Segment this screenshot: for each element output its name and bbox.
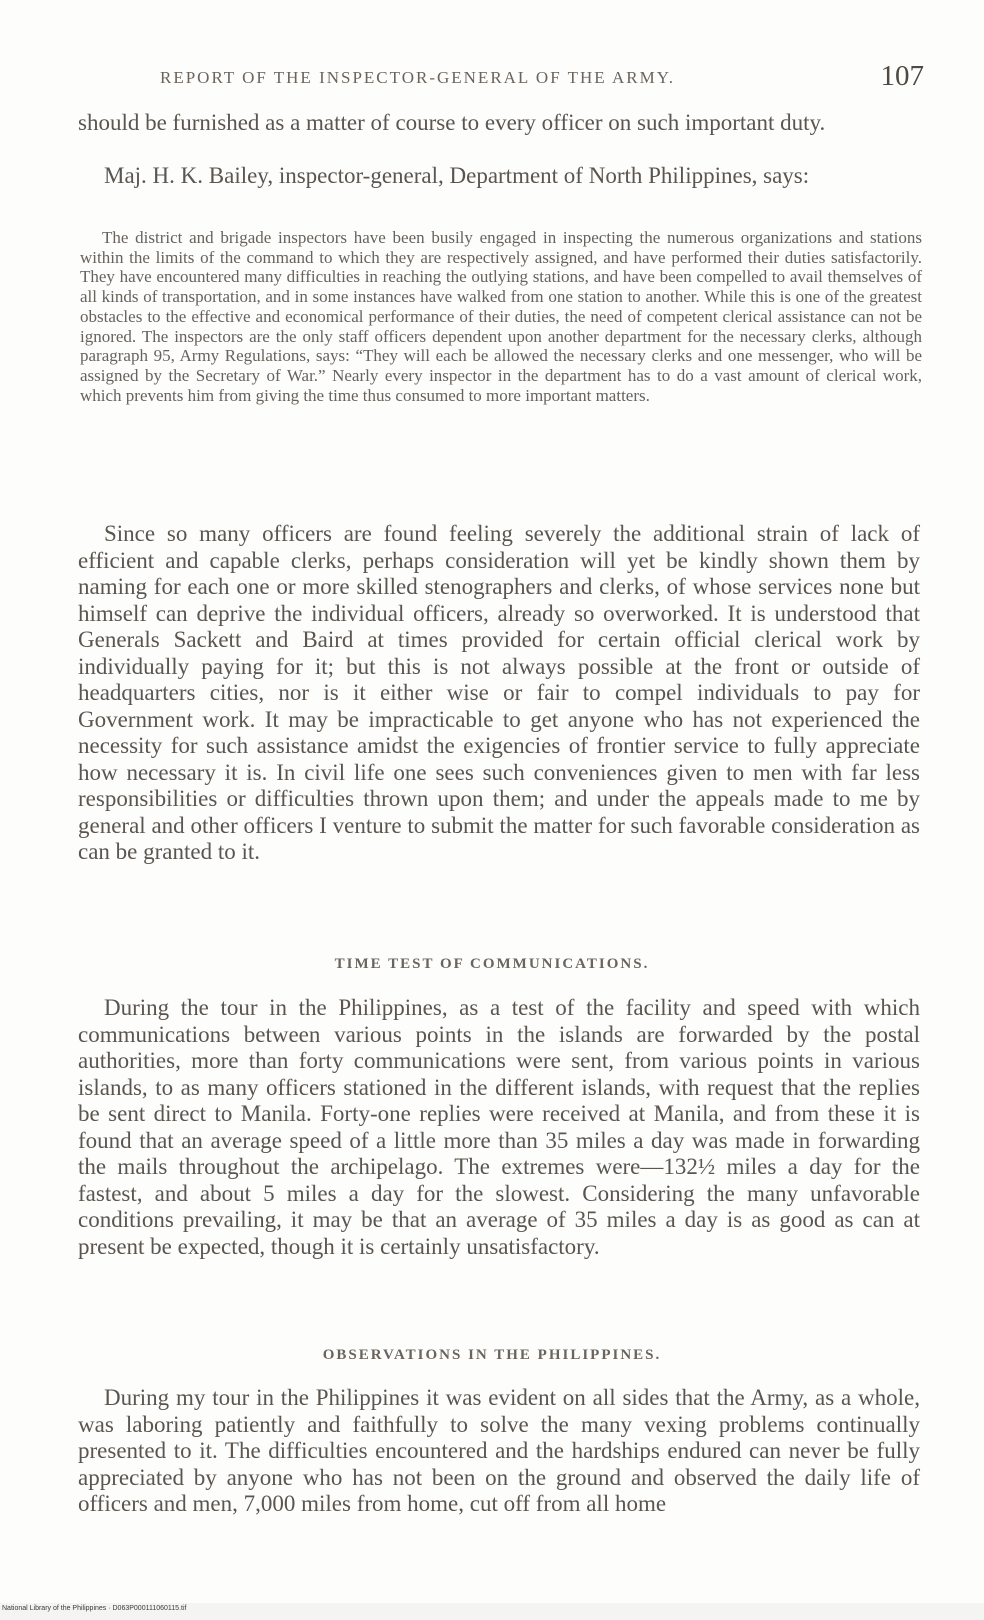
paragraph-clerks: Since so many officers are found feeling severely the additional strain of lack of efficient and capable clerks, perhaps consideration will yet be kindly shown them by naming for each one or more skilled stenographers and clerks, of whose services none but himself can deprive the individual officers, already so overworked. It is understood that Generals Sackett and Baird at times provided for certain official clerical work by individually paying for it; but this is not always possible at the front or outside of headquarters cities, nor is it either wise or fair to compel individuals to pay for Government work. It may be impracticable to get anyone who has not experienced the necessity for such assistance amidst the exigencies of frontier service to fully appreciate how necessary it is. In civil life one sees such conveniences given to men with far less responsibilities or difficulties thrown upon them; and under the appeals made to me by general and other officers I venture to submit the matter for such favorable consideration as can be granted to it. [78, 521, 920, 864]
page-number: 107 [880, 60, 924, 92]
heading-observations: OBSERVATIONS IN THE PHILIPPINES. [322, 1347, 662, 1363]
scan-footer [0, 1603, 984, 1620]
running-title: REPORT OF THE INSPECTOR-GENERAL OF THE ARMY. [160, 68, 676, 87]
block-quote-bailey: The district and brigade inspectors have been busily engaged in inspecting the numerous organizations and stations within the limits of the command to which they are respectively assigned, and have performed their duties satisfactorily. They have encountered many difficulties in reaching the outlying stations, and have been compelled to avail themselves of all kinds of transportation, and in some instances have walked from one station to another. While this is one of the greatest obstacles to the effective and economical performance of their duties, the need of competent clerical assistance can not be ignored. The inspectors are the only staff officers dependent upon another department for the necessary clerks, although paragraph 95, Army Regulations, says: “They will each be allowed the necessary clerks and one messenger, who will be assigned by the Secretary of War.” Nearly every inspector in the department has to do a vast amount of clerical work, which prevents him from giving the time thus consumed to more important matters. [80, 228, 922, 405]
paragraph-continuation: should be furnished as a matter of course to every officer on such important duty. [78, 110, 826, 135]
paragraph-bailey-intro: Maj. H. K. Bailey, inspector-general, Department of North Philippines, says: [104, 163, 810, 188]
page-header [80, 60, 928, 100]
scan-credit: National Library of the Philippines · D063P000111060115.tif [2, 1605, 187, 1612]
paragraph-observations: During my tour in the Philippines it was evident on all sides that the Army, as a whole, was laboring patiently and faithfully to solve the many vexing problems continually presented to it. The difficulties encountered and the hardships endured can never be fully appreciated by anyone who has not been on the ground and observed the daily life of officers and men, 7,000 miles from home, cut off from all home [78, 1385, 920, 1516]
paragraph-time-test: During the tour in the Philippines, as a test of the facility and speed with which communications between various points in the islands are forwarded by the postal authorities, more than forty communications were sent, from various points in various islands, to as many officers stationed in the different islands, with request that the replies be sent direct to Manila. Forty-one replies were received at Manila, and from these it is found that an average speed of a little more than 35 miles a day was made in forwarding the mails throughout the archipelago. The extremes were—132½ miles a day for the fastest, and about 5 miles a day for the slowest. Considering the many unfavorable conditions prevailing, it may be that an average of 35 miles a day is as good as can at present be expected, though it is certainly unsatisfactory. [78, 995, 920, 1259]
heading-time-test: TIME TEST OF COMMUNICATIONS. [334, 956, 650, 972]
